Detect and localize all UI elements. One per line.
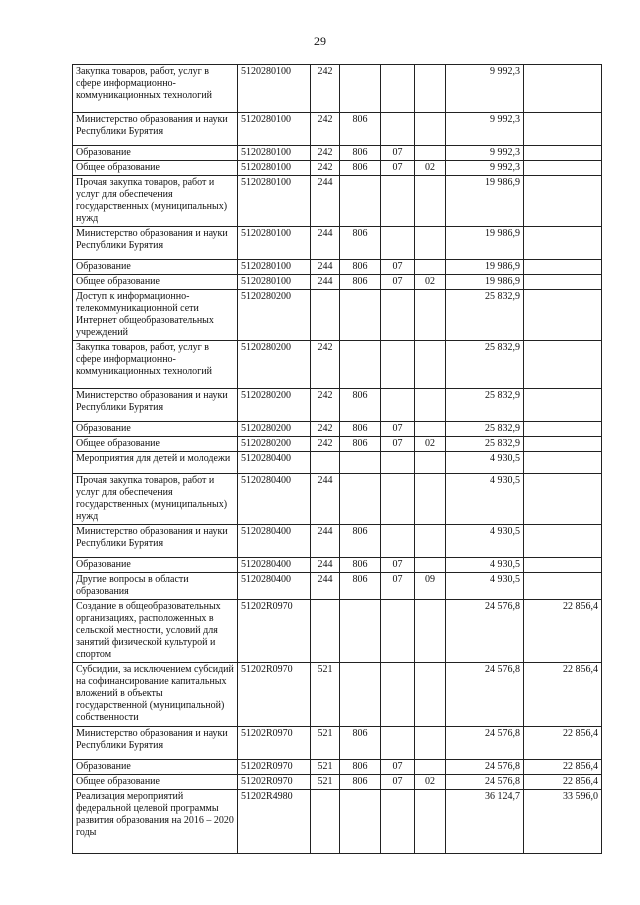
target-article-code: 5120280400 (238, 573, 311, 600)
section-code: 07 (381, 775, 415, 790)
amount-federal (524, 389, 602, 422)
amount-federal (524, 558, 602, 573)
subsection-code (415, 790, 446, 854)
target-article-code: 5120280200 (238, 437, 311, 452)
section-code (381, 227, 415, 260)
row-name: Реализация мероприятий федеральной целевой программы развития образования на 2016 – 2020 годы (73, 790, 238, 854)
section-code (381, 600, 415, 663)
expense-type-code: 244 (311, 474, 340, 525)
table-row (73, 113, 602, 146)
amount-total: 4 930,5 (446, 525, 524, 558)
amount-federal (524, 422, 602, 437)
target-article-code: 5120280100 (238, 113, 311, 146)
expense-type-code: 244 (311, 558, 340, 573)
target-article-code: 5120280100 (238, 176, 311, 227)
ministry-code: 806 (340, 227, 381, 260)
amount-total: 25 832,9 (446, 389, 524, 422)
expense-type-code: 242 (311, 146, 340, 161)
table-row (73, 474, 602, 525)
row-name: Министерство образования и науки Республики Бурятия (73, 525, 238, 558)
amount-total: 24 576,8 (446, 727, 524, 760)
expense-type-code (311, 290, 340, 341)
amount-total: 24 576,8 (446, 760, 524, 775)
row-name: Общее образование (73, 275, 238, 290)
expense-type-code (311, 790, 340, 854)
table-row (73, 525, 602, 558)
section-code: 07 (381, 437, 415, 452)
section-code (381, 525, 415, 558)
table-row (73, 176, 602, 227)
subsection-code (415, 558, 446, 573)
target-article-code: 51202R0970 (238, 600, 311, 663)
subsection-code (415, 452, 446, 474)
target-article-code: 5120280100 (238, 146, 311, 161)
amount-total: 4 930,5 (446, 452, 524, 474)
amount-federal: 22 856,4 (524, 760, 602, 775)
row-name: Образование (73, 422, 238, 437)
amount-federal (524, 176, 602, 227)
expense-type-code (311, 452, 340, 474)
target-article-code: 5120280400 (238, 525, 311, 558)
expense-type-code: 242 (311, 422, 340, 437)
ministry-code (340, 290, 381, 341)
ministry-code (340, 790, 381, 854)
row-name: Образование (73, 760, 238, 775)
amount-federal (524, 260, 602, 275)
ministry-code: 806 (340, 727, 381, 760)
amount-total: 24 576,8 (446, 600, 524, 663)
amount-federal: 22 856,4 (524, 727, 602, 760)
subsection-code: 02 (415, 161, 446, 176)
amount-total: 36 124,7 (446, 790, 524, 854)
amount-federal: 22 856,4 (524, 600, 602, 663)
table-row (73, 790, 602, 854)
ministry-code (340, 600, 381, 663)
section-code (381, 389, 415, 422)
amount-federal (524, 525, 602, 558)
subsection-code (415, 290, 446, 341)
subsection-code (415, 474, 446, 525)
table-row (73, 437, 602, 452)
table-row (73, 161, 602, 176)
ministry-code: 806 (340, 146, 381, 161)
row-name: Общее образование (73, 161, 238, 176)
amount-federal (524, 474, 602, 525)
section-code (381, 176, 415, 227)
target-article-code: 51202R0970 (238, 727, 311, 760)
amount-federal (524, 573, 602, 600)
section-code (381, 65, 415, 113)
subsection-code (415, 146, 446, 161)
expense-type-code (311, 600, 340, 663)
section-code (381, 663, 415, 727)
section-code (381, 727, 415, 760)
row-name: Доступ к информационно-телекоммуникационной сети Интернет общеобразовательных учреждений (73, 290, 238, 341)
target-article-code: 5120280100 (238, 275, 311, 290)
amount-total: 4 930,5 (446, 474, 524, 525)
amount-federal (524, 437, 602, 452)
amount-federal (524, 65, 602, 113)
section-code: 07 (381, 146, 415, 161)
row-name: Другие вопросы в области образования (73, 573, 238, 600)
table-row (73, 389, 602, 422)
table-row (73, 290, 602, 341)
row-name: Общее образование (73, 437, 238, 452)
ministry-code: 806 (340, 260, 381, 275)
amount-federal (524, 275, 602, 290)
ministry-code: 806 (340, 573, 381, 600)
ministry-code (340, 663, 381, 727)
amount-federal (524, 452, 602, 474)
expense-type-code: 521 (311, 760, 340, 775)
ministry-code: 806 (340, 161, 381, 176)
expense-type-code: 242 (311, 65, 340, 113)
amount-total: 4 930,5 (446, 558, 524, 573)
expense-type-code: 244 (311, 260, 340, 275)
table-row (73, 775, 602, 790)
amount-federal (524, 113, 602, 146)
table-row (73, 600, 602, 663)
amount-total: 9 992,3 (446, 146, 524, 161)
ministry-code: 806 (340, 275, 381, 290)
amount-federal (524, 161, 602, 176)
table-row (73, 341, 602, 389)
amount-total: 24 576,8 (446, 775, 524, 790)
section-code (381, 452, 415, 474)
table-row (73, 422, 602, 437)
budget-table (72, 64, 602, 854)
section-code (381, 290, 415, 341)
amount-federal (524, 146, 602, 161)
target-article-code: 5120280200 (238, 422, 311, 437)
ministry-code: 806 (340, 422, 381, 437)
row-name: Создание в общеобразовательных организациях, расположенных в сельской местности, условий для занятий физической культурой и спортом (73, 600, 238, 663)
section-code: 07 (381, 161, 415, 176)
table-row (73, 65, 602, 113)
table-row (73, 146, 602, 161)
ministry-code (340, 341, 381, 389)
amount-total: 25 832,9 (446, 341, 524, 389)
section-code: 07 (381, 760, 415, 775)
subsection-code (415, 227, 446, 260)
section-code (381, 113, 415, 146)
target-article-code: 5120280100 (238, 161, 311, 176)
row-name: Министерство образования и науки Республики Бурятия (73, 727, 238, 760)
expense-type-code: 242 (311, 389, 340, 422)
subsection-code (415, 727, 446, 760)
subsection-code (415, 760, 446, 775)
subsection-code (415, 600, 446, 663)
subsection-code (415, 65, 446, 113)
target-article-code: 5120280100 (238, 227, 311, 260)
expense-type-code: 242 (311, 437, 340, 452)
ministry-code (340, 474, 381, 525)
amount-federal (524, 290, 602, 341)
row-name: Образование (73, 146, 238, 161)
expense-type-code: 244 (311, 227, 340, 260)
target-article-code: 51202R0970 (238, 760, 311, 775)
row-name: Закупка товаров, работ, услуг в сфере информационно-коммуникационных технологий (73, 341, 238, 389)
section-code: 07 (381, 422, 415, 437)
amount-total: 9 992,3 (446, 65, 524, 113)
table-row (73, 227, 602, 260)
amount-federal (524, 227, 602, 260)
subsection-code: 02 (415, 775, 446, 790)
subsection-code: 02 (415, 275, 446, 290)
subsection-code: 09 (415, 573, 446, 600)
amount-total: 9 992,3 (446, 113, 524, 146)
amount-total: 4 930,5 (446, 573, 524, 600)
ministry-code (340, 452, 381, 474)
ministry-code: 806 (340, 558, 381, 573)
row-name: Субсидии, за исключением субсидий на софинансирование капитальных вложений в объекты государственной (муниципальной) собственности (73, 663, 238, 727)
ministry-code: 806 (340, 113, 381, 146)
ministry-code: 806 (340, 760, 381, 775)
target-article-code: 5120280400 (238, 558, 311, 573)
expense-type-code: 242 (311, 341, 340, 389)
subsection-code (415, 422, 446, 437)
expense-type-code: 242 (311, 161, 340, 176)
section-code (381, 474, 415, 525)
table-row (73, 452, 602, 474)
target-article-code: 5120280200 (238, 290, 311, 341)
row-name: Министерство образования и науки Республики Бурятия (73, 227, 238, 260)
target-article-code: 5120280200 (238, 389, 311, 422)
amount-total: 19 986,9 (446, 176, 524, 227)
amount-total: 25 832,9 (446, 290, 524, 341)
expense-type-code: 242 (311, 113, 340, 146)
target-article-code: 51202R4980 (238, 790, 311, 854)
table-row (73, 573, 602, 600)
target-article-code: 5120280400 (238, 474, 311, 525)
section-code (381, 790, 415, 854)
expense-type-code: 244 (311, 275, 340, 290)
subsection-code (415, 260, 446, 275)
amount-total: 25 832,9 (446, 422, 524, 437)
amount-total: 24 576,8 (446, 663, 524, 727)
ministry-code: 806 (340, 525, 381, 558)
ministry-code: 806 (340, 389, 381, 422)
section-code: 07 (381, 275, 415, 290)
table-row (73, 558, 602, 573)
target-article-code: 51202R0970 (238, 775, 311, 790)
amount-total: 19 986,9 (446, 275, 524, 290)
row-name: Прочая закупка товаров, работ и услуг для обеспечения государственных (муниципальных) нужд (73, 474, 238, 525)
target-article-code: 5120280100 (238, 65, 311, 113)
subsection-code: 02 (415, 437, 446, 452)
amount-federal: 33 596,0 (524, 790, 602, 854)
expense-type-code: 521 (311, 775, 340, 790)
table-row (73, 260, 602, 275)
subsection-code (415, 663, 446, 727)
subsection-code (415, 176, 446, 227)
subsection-code (415, 525, 446, 558)
row-name: Образование (73, 558, 238, 573)
subsection-code (415, 389, 446, 422)
row-name: Министерство образования и науки Республики Бурятия (73, 389, 238, 422)
page-number: 29 (314, 34, 326, 48)
ministry-code (340, 176, 381, 227)
amount-federal: 22 856,4 (524, 663, 602, 727)
expense-type-code: 521 (311, 663, 340, 727)
row-name: Закупка товаров, работ, услуг в сфере информационно-коммуникационных технологий (73, 65, 238, 113)
target-article-code: 5120280100 (238, 260, 311, 275)
table-row (73, 760, 602, 775)
ministry-code: 806 (340, 437, 381, 452)
target-article-code: 5120280400 (238, 452, 311, 474)
amount-total: 19 986,9 (446, 260, 524, 275)
expense-type-code: 244 (311, 176, 340, 227)
expense-type-code: 521 (311, 727, 340, 760)
amount-federal: 22 856,4 (524, 775, 602, 790)
target-article-code: 51202R0970 (238, 663, 311, 727)
table-row (73, 275, 602, 290)
section-code: 07 (381, 260, 415, 275)
row-name: Министерство образования и науки Республики Бурятия (73, 113, 238, 146)
row-name: Образование (73, 260, 238, 275)
row-name: Мероприятия для детей и молодежи (73, 452, 238, 474)
amount-total: 19 986,9 (446, 227, 524, 260)
amount-total: 25 832,9 (446, 437, 524, 452)
ministry-code: 806 (340, 775, 381, 790)
table-row (73, 727, 602, 760)
table-row (73, 663, 602, 727)
target-article-code: 5120280200 (238, 341, 311, 389)
section-code: 07 (381, 558, 415, 573)
expense-type-code: 244 (311, 573, 340, 600)
ministry-code (340, 65, 381, 113)
amount-federal (524, 341, 602, 389)
subsection-code (415, 341, 446, 389)
row-name: Прочая закупка товаров, работ и услуг для обеспечения государственных (муниципальных) нужд (73, 176, 238, 227)
row-name: Общее образование (73, 775, 238, 790)
subsection-code (415, 113, 446, 146)
section-code (381, 341, 415, 389)
amount-total: 9 992,3 (446, 161, 524, 176)
section-code: 07 (381, 573, 415, 600)
expense-type-code: 244 (311, 525, 340, 558)
